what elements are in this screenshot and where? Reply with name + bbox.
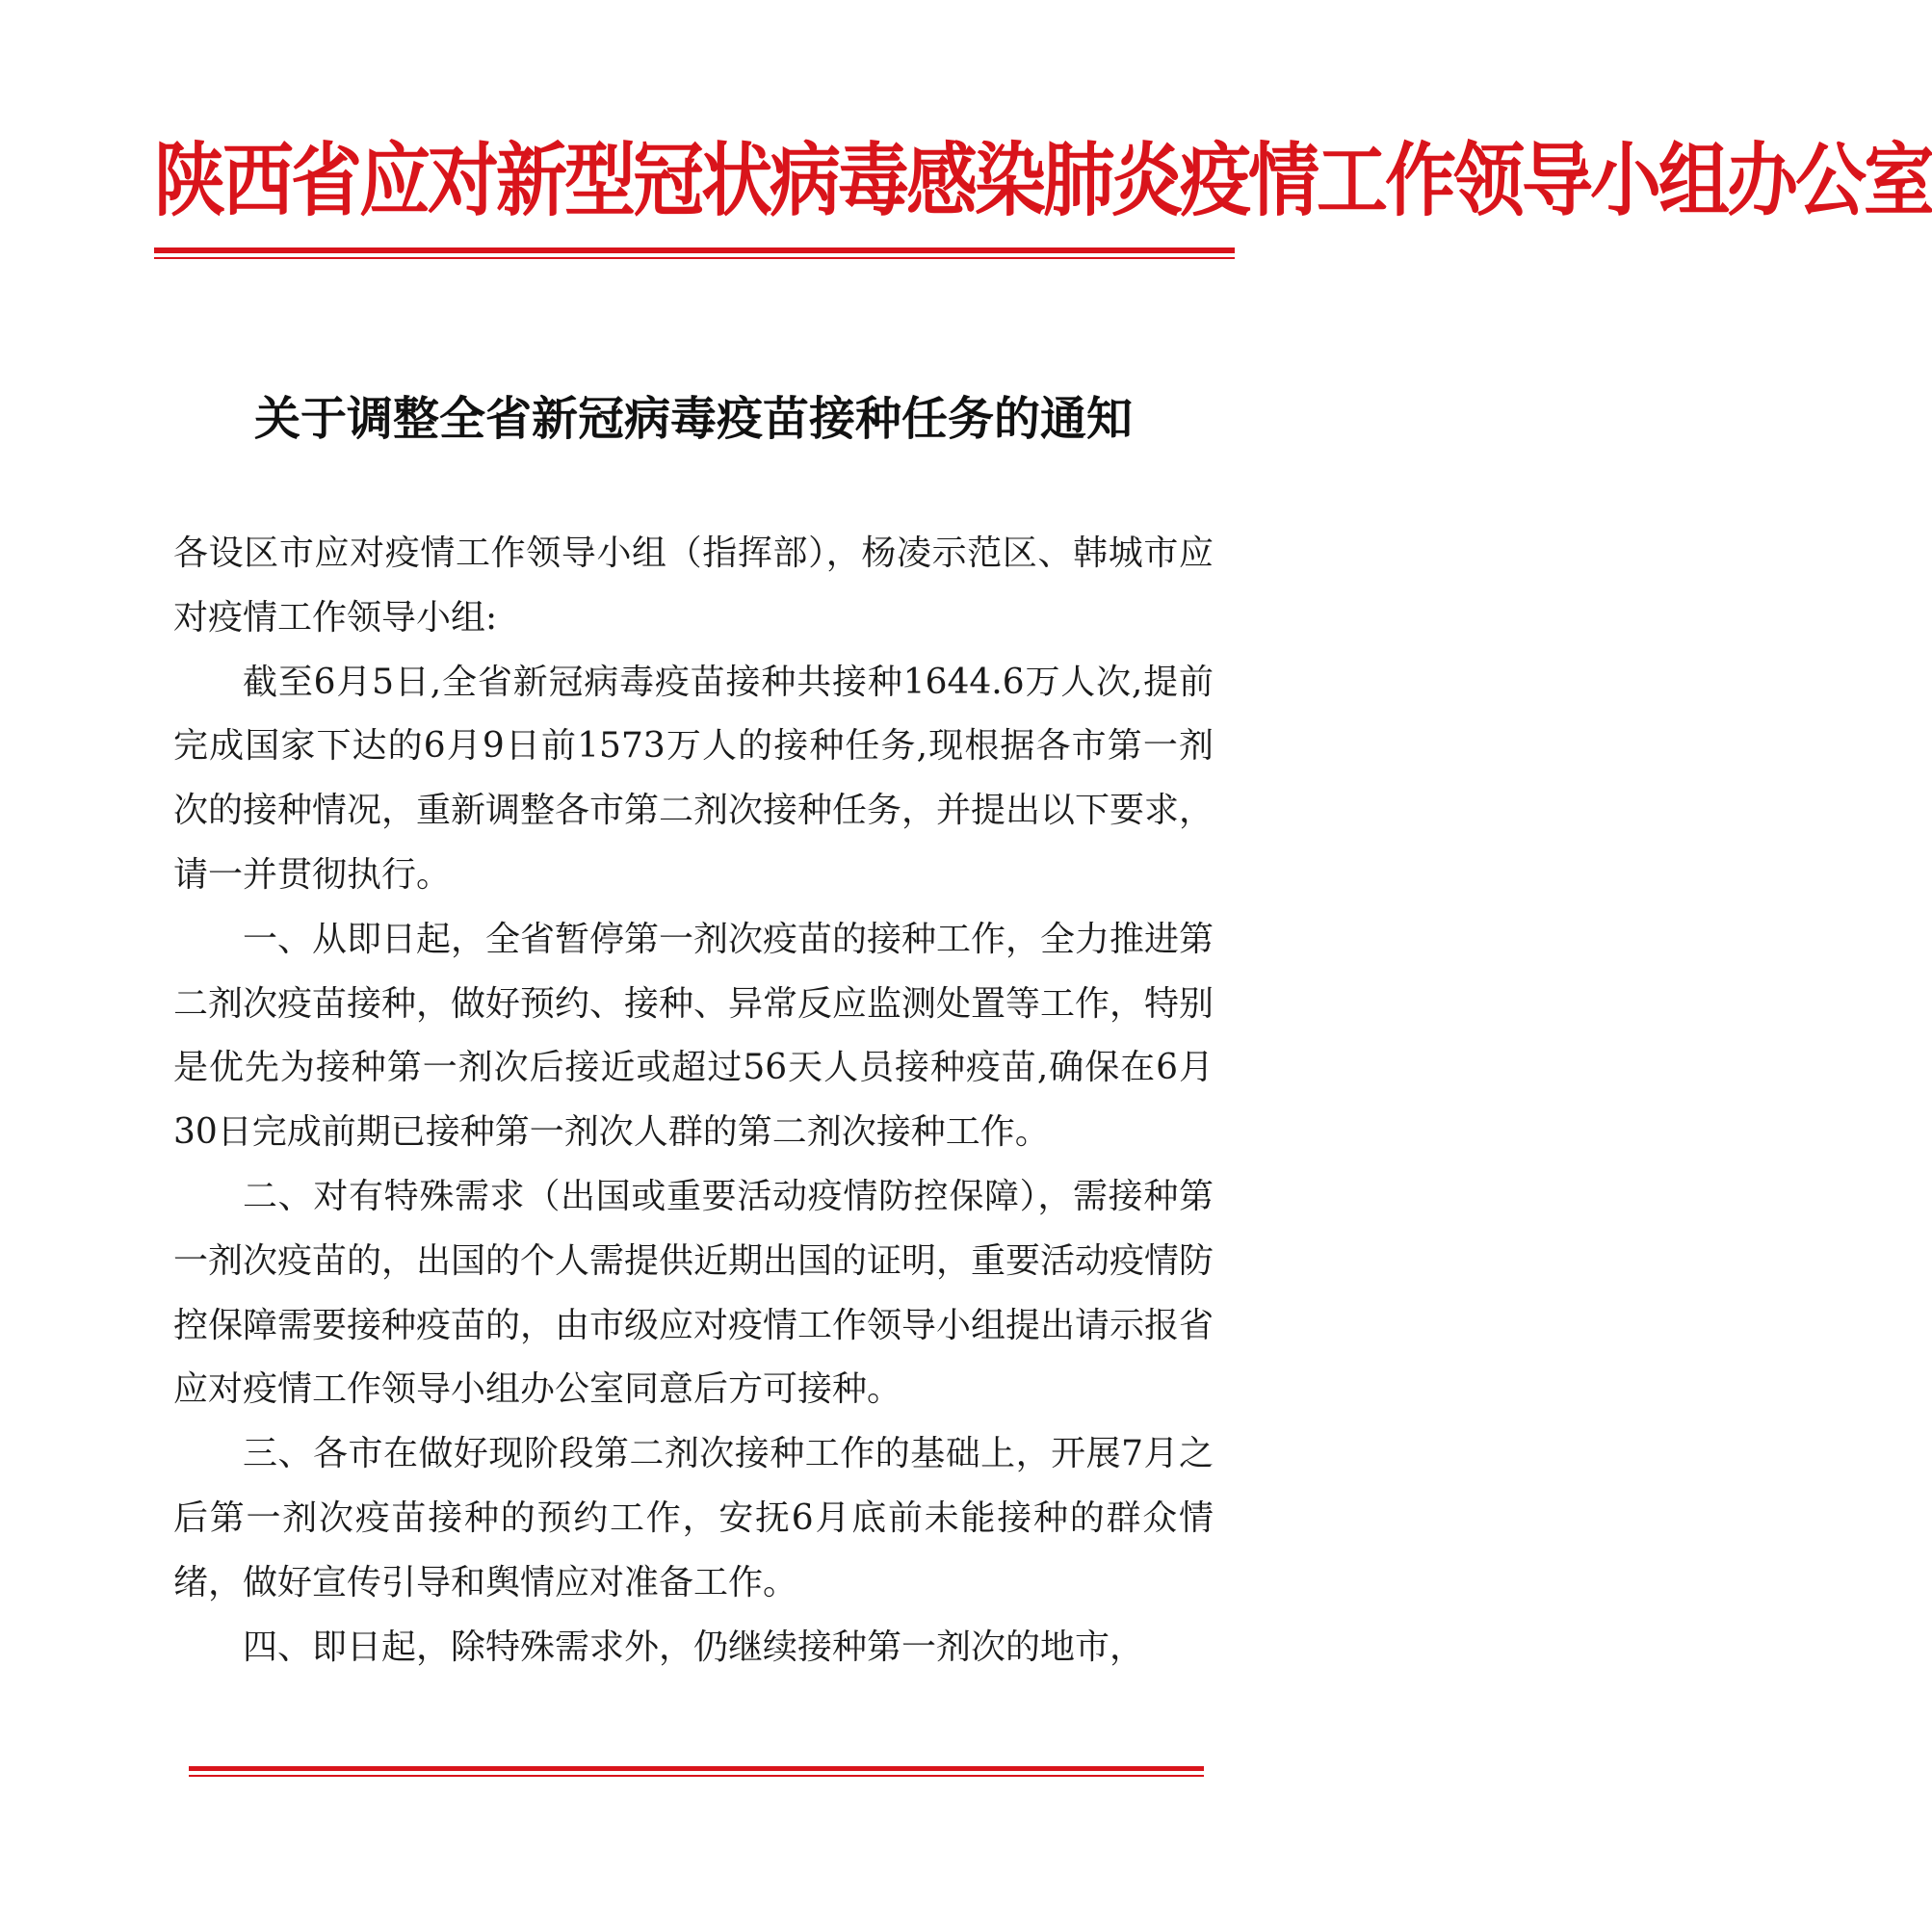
paragraph-intro: 截至6月5日,全省新冠病毒疫苗接种共接种1644.6万人次,提前完成国家下达的6月9日前1573万人的接种任务,现根据各市第一剂次的接种情况，重新调整各市第二剂次接种任务，并提出以下要求，请一并贯彻执行。 bbox=[173, 662, 1214, 895]
document-title: 关于调整全省新冠病毒疫苗接种任务的通知 bbox=[253, 392, 1133, 446]
paragraph-item-4: 四、即日起，除特殊需求外，仍继续接种第一剂次的地市， bbox=[243, 1627, 1145, 1667]
header-divider-thin bbox=[154, 257, 1235, 259]
organization-header: 陕西省应对新型冠状病毒感染肺炎疫情工作领导小组办公室 bbox=[154, 134, 1932, 228]
paragraph-item-2: 二、对有特殊需求（出国或重要活动疫情防控保障），需接种第一剂次疫苗的，出国的个人需提供近期出国的证明，重要活动疫情防控保障需要接种疫苗的，由市级应对疫情工作领导小组提出请示报省应对疫情工作领导小组办公室同意后方可接种。 bbox=[173, 1176, 1214, 1410]
paragraph-item-3: 三、各市在做好现阶段第二剂次接种工作的基础上，开展7月之后第一剂次疫苗接种的预约工作，安抚6月底前未能接种的群众情绪，做好宣传引导和舆情应对准备工作。 bbox=[173, 1434, 1214, 1602]
footer-divider-thick bbox=[189, 1766, 1204, 1771]
document-body bbox=[173, 522, 1214, 1680]
header-divider-thick bbox=[154, 247, 1235, 253]
footer-divider-thin bbox=[189, 1775, 1204, 1777]
salutation: 各设区市应对疫情工作领导小组（指挥部），杨凌示范区、韩城市应对疫情工作领导小组: bbox=[173, 534, 1214, 638]
paragraph-item-1: 一、从即日起，全省暂停第一剂次疫苗的接种工作，全力推进第二剂次疫苗接种，做好预约、接种、异常反应监测处置等工作，特别是优先为接种第一剂次后接近或超过56天人员接种疫苗,确保在6月30日完成前期已接种第一剂次人群的第二剂次接种工作。 bbox=[173, 919, 1214, 1153]
